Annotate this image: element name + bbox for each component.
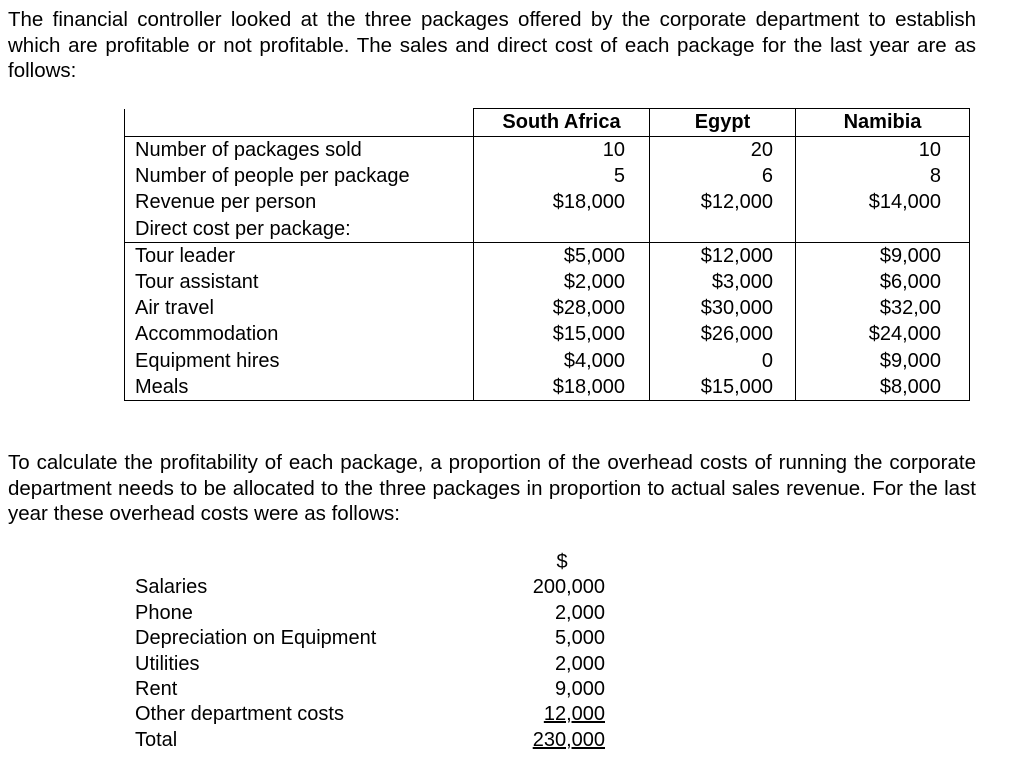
overhead-value-phone: 2,000: [554, 601, 605, 624]
summary-south-africa-cell: [474, 137, 650, 243]
overhead-currency-row: [135, 550, 615, 575]
package-cost-table: [124, 108, 970, 401]
list-item: [135, 702, 615, 727]
value-eg-air-travel: $30,000: [700, 297, 773, 320]
value-na-air-travel: $32,00: [879, 297, 941, 320]
value-na-tour-leader: $9,000: [879, 244, 941, 267]
overhead-label-utilities: Utilities: [135, 652, 200, 675]
row-label-meals: Meals: [135, 375, 189, 398]
value-eg-meals: $15,000: [700, 375, 773, 398]
overhead-costs-list: [135, 550, 615, 753]
row-label-packages-sold: Number of packages sold: [135, 139, 362, 161]
summary-egypt-cell: [650, 137, 796, 243]
overhead-paragraph: To calculate the profitability of each package, a proportion of the overhead costs of running the corporate department needs to be allocated to the three packages in proportion to actual sales revenue. For the last year these overhead costs were as follows:: [8, 451, 976, 525]
row-label-air-travel: Air travel: [135, 297, 214, 320]
row-label-tour-leader: Tour leader: [135, 244, 236, 267]
table-header-row: [125, 109, 970, 137]
overhead-value-rent: 9,000: [554, 677, 605, 700]
table-row-group-direct-costs: [125, 242, 970, 400]
column-header-namibia: Namibia: [796, 109, 970, 137]
overhead-total-value: 230,000: [532, 728, 605, 751]
value-eg-packages-sold: 20: [750, 139, 773, 161]
overhead-currency-symbol: $: [556, 551, 568, 573]
value-na-tour-assistant: $6,000: [879, 271, 941, 294]
overhead-value-salaries: 200,000: [532, 576, 605, 599]
costs-namibia-cell: [796, 242, 970, 400]
value-sa-packages-sold: 10: [602, 139, 625, 161]
overhead-total-row: [135, 728, 615, 753]
value-eg-accommodation: $26,000: [700, 323, 773, 346]
value-eg-revenue-per-person: $12,000: [700, 191, 773, 214]
intro-paragraph: The financial controller looked at the three packages offered by the corporate department to establish which are profitable or not profitable. The sales and direct cost of each package for the last year are as follows:: [8, 8, 976, 82]
overhead-total-label: Total: [135, 728, 178, 751]
value-na-people-per-package: 8: [929, 165, 941, 188]
value-sa-people-per-package: 5: [613, 165, 625, 188]
value-na-revenue-per-person: $14,000: [868, 191, 941, 214]
overhead-value-other-cell: [505, 702, 605, 727]
list-item: [135, 677, 615, 702]
list-item: [135, 575, 615, 600]
value-na-equipment-hires: $9,000: [879, 349, 941, 372]
list-item: [135, 601, 615, 626]
row-label-revenue-per-person: Revenue per person: [135, 191, 317, 214]
summary-labels-cell: [125, 137, 474, 243]
value-sa-accommodation: $15,000: [552, 323, 625, 346]
overhead-value-other: 12,000: [543, 703, 605, 726]
value-sa-tour-assistant: $2,000: [563, 271, 625, 294]
overhead-value-depreciation: 5,000: [554, 627, 605, 650]
value-sa-meals: $18,000: [552, 375, 625, 398]
overhead-label-other: Other department costs: [135, 703, 344, 726]
value-sa-equipment-hires: $4,000: [563, 349, 625, 372]
table-row-group-summary: [125, 137, 970, 243]
value-sa-revenue-per-person: $18,000: [552, 191, 625, 214]
overhead-total-value-cell: [505, 728, 605, 753]
value-na-packages-sold: 10: [918, 139, 941, 161]
value-na-accommodation: $24,000: [868, 323, 941, 346]
value-eg-tour-assistant: $3,000: [711, 271, 773, 294]
row-label-people-per-package: Number of people per package: [135, 165, 410, 188]
overhead-value-utilities: 2,000: [554, 652, 605, 675]
cost-labels-cell: [125, 242, 474, 400]
overhead-label-salaries: Salaries: [135, 576, 208, 599]
overhead-label-phone: Phone: [135, 601, 193, 624]
costs-egypt-cell: [650, 242, 796, 400]
value-eg-tour-leader: $12,000: [700, 244, 773, 267]
row-label-tour-assistant: Tour assistant: [135, 271, 259, 294]
row-label-direct-cost-heading: Direct cost per package:: [135, 217, 351, 240]
list-item: [135, 652, 615, 677]
row-label-accommodation: Accommodation: [135, 323, 279, 346]
row-label-equipment-hires: Equipment hires: [135, 349, 280, 372]
value-sa-tour-leader: $5,000: [563, 244, 625, 267]
costs-south-africa-cell: [474, 242, 650, 400]
value-na-meals: $8,000: [879, 375, 941, 398]
overhead-label-depreciation: Depreciation on Equipment: [135, 627, 377, 650]
value-eg-equipment-hires: 0: [761, 349, 773, 372]
list-item: [135, 626, 615, 651]
overhead-label-rent: Rent: [135, 677, 178, 700]
header-blank-cell: [125, 109, 474, 137]
column-header-south-africa: South Africa: [474, 109, 650, 137]
column-header-egypt: Egypt: [650, 109, 796, 137]
summary-namibia-cell: [796, 137, 970, 243]
value-eg-people-per-package: 6: [761, 165, 773, 188]
value-sa-air-travel: $28,000: [552, 297, 625, 320]
